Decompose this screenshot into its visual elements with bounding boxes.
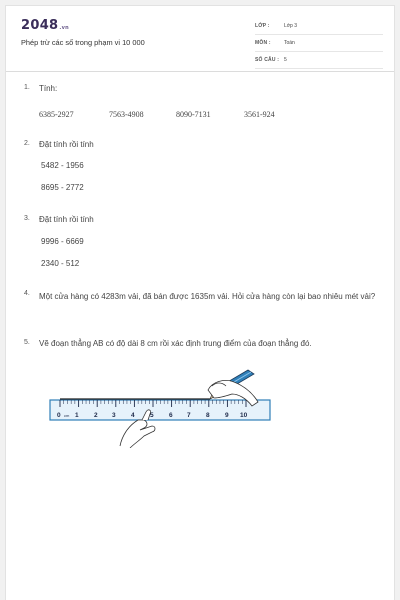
ruler-label-1: 1: [75, 412, 79, 419]
question-1: 1. Tính: 6385-2927 7563-4908 8090-7131 3561-924: [24, 84, 275, 119]
ruler-label-9: 9: [225, 412, 229, 419]
expression-2a: 5482 - 1956: [41, 161, 84, 170]
ruler-label-5: 5: [150, 412, 154, 419]
expression-1c: 8090-7131: [176, 110, 211, 119]
ruler-label-3: 3: [112, 412, 116, 419]
site-logo[interactable]: 2048.vn: [21, 18, 70, 33]
ruler-body: [50, 400, 270, 420]
expression-3b: 2340 - 512: [41, 259, 80, 268]
question-5: 5. Vẽ đoạn thẳng AB có độ dài 8 cm rồi xác định trung điểm của đoạn thẳng đó.: [24, 339, 312, 348]
ruler-label-0: 0: [57, 412, 61, 419]
meta-question-count: SỐ CÂU : 5: [255, 54, 383, 69]
expression-1a: 6385-2927: [39, 110, 74, 119]
worksheet: [5, 5, 395, 600]
meta-class: LỚP : Lớp 3: [255, 20, 383, 35]
worksheet-title: Phép trừ các số trong phạm vi 10 000: [21, 38, 145, 47]
meta-subject: MÔN : Toán: [255, 37, 383, 52]
ruler-unit: cm: [64, 413, 70, 418]
ruler-label-10: 10: [240, 412, 248, 419]
expression-1d: 3561-924: [244, 110, 275, 119]
ruler-illustration: [48, 368, 273, 448]
ruler-label-7: 7: [187, 412, 191, 419]
expression-1b: 7563-4908: [109, 110, 144, 119]
question-4: 4. Một cửa hàng có 4283m vải, đã bán được 1635m vải. Hỏi cửa hàng còn lại bao nhiêu mét vải?: [24, 290, 376, 301]
ruler-label-8: 8: [206, 412, 210, 419]
worksheet-meta: [255, 20, 383, 71]
ruler-label-6: 6: [169, 412, 173, 419]
expression-2b: 8695 - 2772: [41, 183, 84, 192]
question-3: 3. Đặt tính rồi tính 9996 - 6669 2340 - 512: [24, 215, 94, 268]
question-2: 2. Đặt tính rồi tính 5482 - 1956 8695 - 2772: [24, 140, 94, 192]
ruler-label-4: 4: [131, 412, 135, 419]
expression-3a: 9996 - 6669: [41, 237, 84, 246]
ruler-label-2: 2: [94, 412, 98, 419]
ruler-svg: [48, 368, 273, 448]
worksheet-header: [6, 6, 394, 72]
